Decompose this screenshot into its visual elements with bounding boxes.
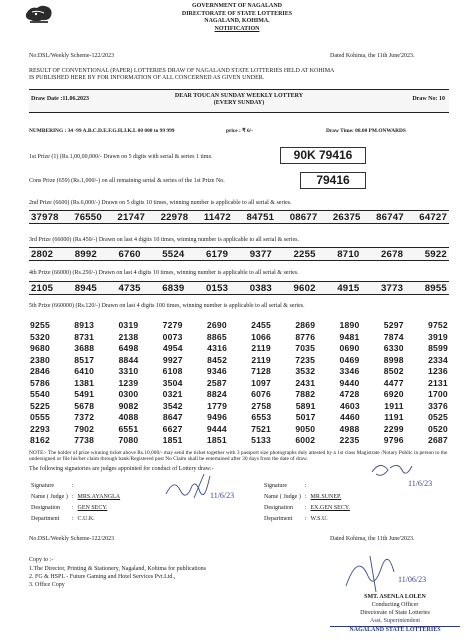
- judge-1-designation: GEN SECY.: [77, 504, 108, 511]
- designation-label: Designation: [264, 504, 293, 511]
- fifth-prize-number: 2846: [30, 366, 50, 376]
- fifth-prize-number: 5678: [74, 400, 95, 411]
- reference-number: No.DSL/Weekly Scheme-122/2023: [29, 53, 115, 59]
- fifth-prize-number: 3376: [428, 400, 448, 411]
- fifth-prize-number: 8599: [428, 343, 448, 353]
- draw-number: Draw No: 10: [412, 96, 445, 102]
- name-label: Name ( Judge ): [31, 493, 68, 500]
- footer-reference: No.DSL/Weekly Scheme-122/2023: [29, 536, 115, 542]
- fifth-prize-number: 2138: [118, 331, 139, 342]
- government-title: GOVERNMENT OF NAGALAND: [191, 3, 282, 9]
- fifth-prize-number: 4088: [118, 412, 139, 422]
- judge-2-name: MR.SUNEP.: [310, 493, 342, 500]
- fifth-prize-number: 3310: [118, 366, 139, 376]
- fifth-prize-number: 6627: [162, 423, 183, 434]
- fifth-prize-row: [30, 355, 448, 365]
- fourth-prize-label: 4th Prize (66000) (Rs.250/-) Drawn on last 4 digits 10 times, winning number is applicable to all serial & series.: [29, 270, 299, 276]
- fifth-prize-number: 6002: [295, 435, 316, 445]
- fifth-prize-number: 7521: [251, 423, 272, 434]
- fourth-prize-number: 2105: [31, 283, 54, 294]
- fifth-prize-number: 1700: [427, 389, 448, 399]
- fifth-prize-number: 9082: [118, 400, 139, 411]
- fourth-prize-number: 4735: [118, 283, 141, 294]
- consolation-prize-number: 79416: [300, 172, 366, 189]
- fifth-prize-number: 2690: [206, 320, 227, 330]
- fifth-prize-number: 3504: [162, 377, 183, 388]
- fifth-prize-number: 2235: [339, 435, 360, 445]
- fourth-prize-number: 0153: [206, 283, 229, 294]
- fifth-prize-number: 4728: [339, 389, 360, 399]
- fifth-prize-number: 5891: [295, 400, 316, 411]
- fifth-prize-number: 0300: [118, 389, 139, 399]
- fourth-prize-number: 8955: [424, 283, 447, 294]
- first-prize-number: 90K 79416: [280, 147, 366, 164]
- fifth-prize-row: [30, 320, 448, 330]
- judge-1-department: C.U.K.: [77, 515, 95, 522]
- judge-2-department: W.S.U.: [310, 515, 328, 522]
- judge-2-signature-date: 11/6/23: [408, 479, 433, 488]
- third-prize-number: 8710: [337, 249, 360, 260]
- fifth-prize-number: 1851: [162, 435, 183, 445]
- fifth-prize-number: 6551: [118, 423, 139, 434]
- judge-2-designation: EX.GEN SECY.: [310, 504, 350, 511]
- third-prize-number: 9377: [249, 249, 272, 260]
- fifth-prize-number: 7738: [74, 435, 95, 445]
- fifth-prize-number: 5297: [383, 320, 404, 330]
- judges-intro: The following signatories are judges appointed for conduct of Lottery draw:-: [29, 466, 214, 472]
- second-prize-number: 22978: [160, 212, 189, 223]
- fifth-prize-number: 3346: [339, 366, 360, 376]
- fifth-prize-number: 6498: [118, 343, 139, 353]
- fifth-prize-number: 8502: [383, 366, 404, 376]
- fifth-prize-number: 8517: [74, 354, 95, 365]
- second-prize-number: 11472: [203, 212, 231, 223]
- fifth-prize-number: 4477: [383, 377, 404, 388]
- fifth-prize-row: [30, 332, 448, 342]
- judge-1-signature: [76, 480, 150, 491]
- fifth-prize-number: 3532: [295, 366, 316, 376]
- draw-time: Draw Time: 08.00 PM.ONWARDS: [326, 128, 406, 134]
- header-block: [0, 3, 474, 33]
- second-prize-number: 76550: [74, 212, 102, 223]
- fifth-prize-number: 2299: [383, 423, 404, 434]
- fifth-prize-number: 1890: [339, 320, 360, 330]
- fifth-prize-number: 0690: [339, 343, 360, 353]
- fifth-prize-number: 9496: [207, 412, 228, 422]
- fifth-prize-number: 1779: [207, 400, 228, 411]
- fifth-prize-number: 0525: [428, 412, 448, 422]
- intro-line-2: IS PUBLISHED HERE BY FOR INFORMATION OF ALL CONCERNED AS GIVEN UNDER.: [29, 75, 265, 81]
- fifth-prize-row: [30, 401, 448, 411]
- third-prize-label: 3rd Prize (66000) (Rs.450/-) Drawn on last 4 digits 10 times, winning number is applicable to all serial & series.: [29, 237, 299, 243]
- fifth-prize-number: 2119: [251, 354, 271, 365]
- fifth-prize-number: 6076: [251, 389, 272, 399]
- fifth-prize-number: 8162: [30, 435, 50, 445]
- officer-signature-scribble: [340, 546, 450, 596]
- fifth-prize-number: 6553: [251, 412, 272, 422]
- third-prize-number: 8992: [74, 249, 97, 260]
- fifth-prize-number: 9796: [383, 435, 404, 445]
- fifth-prize-number: 1911: [384, 400, 404, 411]
- fifth-prize-number: 3919: [427, 331, 448, 342]
- fourth-prize-numbers: [29, 281, 449, 295]
- fifth-prize-number: 5225: [30, 400, 50, 411]
- fifth-prize-number: 8452: [207, 354, 228, 365]
- fifth-prize-row: [30, 424, 448, 434]
- fifth-prize-number: 6330: [383, 343, 404, 353]
- fourth-prize-number: 9602: [293, 283, 316, 294]
- copy-item: 1.The Director, Printing & Stationery, Nagaland, Kohima for publications: [29, 566, 206, 572]
- fifth-prize-number: 0469: [339, 354, 360, 365]
- fifth-prize-row: [30, 435, 448, 445]
- fifth-prize-number: 0319: [118, 320, 139, 330]
- fifth-prize-number: 1191: [384, 412, 404, 422]
- judge-1-block: Signature : Name ( Judge ) : MRS.AYANGLA Designation : GEN SECY. Department : C.U.K.: [29, 480, 150, 524]
- fifth-prize-number: 9346: [206, 366, 227, 376]
- third-prize-number: 2678: [381, 249, 404, 260]
- fourth-prize-number: 0383: [249, 283, 272, 294]
- fifth-prize-number: 1381: [74, 377, 95, 388]
- fifth-prize-number: 9927: [162, 354, 183, 365]
- fifth-prize-number: 8824: [206, 389, 227, 399]
- first-prize-label: 1st Prize (1) (Rs.1,00,00,000/- Drawn on 5 digits with serial & series 1 time.: [29, 154, 213, 160]
- fifth-prize-number: 9481: [339, 331, 360, 342]
- judge-2-signature-scribble: [368, 458, 448, 492]
- fifth-prize-number: 2334: [428, 354, 448, 365]
- third-prize-number: 5524: [162, 249, 185, 260]
- signature-label: Signature: [264, 482, 287, 489]
- lottery-subtitle: (EVERY SUNDAY): [213, 100, 265, 106]
- judge-1-signature-date: 11/6/23: [210, 491, 235, 500]
- stamp-line-1: Asst. Superintendent: [370, 618, 420, 624]
- fifth-prize-number: 8865: [206, 331, 227, 342]
- fifth-prize-number: 7372: [74, 412, 95, 422]
- copy-item: 3. Office Copy: [29, 582, 65, 588]
- fifth-prize-number: 5786: [30, 377, 50, 388]
- fifth-prize-number: 8731: [74, 331, 95, 342]
- fifth-prize-number: 3688: [74, 343, 95, 353]
- fifth-prize-number: 7235: [295, 354, 316, 365]
- fifth-prize-number: 8776: [295, 331, 316, 342]
- fifth-prize-number: 2293: [30, 423, 50, 434]
- fifth-prize-number: 0555: [30, 412, 50, 422]
- designation-label: Designation: [31, 504, 60, 511]
- judge-2-block: Signature : Name ( Judge ) : MR.SUNEP. Designation : EX.GEN SECY. Department : W.S.U.: [262, 480, 383, 524]
- stamp-line-2: NAGALAND STATE LOTTERIES: [330, 626, 460, 634]
- fifth-prize-number: 6410: [74, 366, 95, 376]
- fifth-prize-number: 1066: [251, 331, 272, 342]
- fifth-prize-number: 7882: [295, 389, 316, 399]
- directorate-title: DIRECTORATE OF STATE LOTTERIES: [181, 10, 293, 17]
- fifth-prize-number: 2119: [251, 343, 271, 353]
- judge-1-name: MRS.AYANGLA: [77, 493, 121, 500]
- fifth-prize-number: 9440: [339, 377, 360, 388]
- third-prize-number: 2255: [293, 249, 316, 260]
- fifth-prize-number: 2431: [295, 377, 316, 388]
- fifth-prize-number: 4316: [207, 343, 228, 353]
- fifth-prize-number: 9050: [295, 423, 316, 434]
- fourth-prize-number: 8945: [74, 283, 97, 294]
- fifth-prize-number: 2758: [251, 400, 272, 411]
- second-prize-number: 21747: [117, 212, 146, 223]
- fifth-prize-number: 1239: [118, 377, 139, 388]
- fifth-prize-number: 4954: [162, 343, 183, 353]
- fifth-prize-row: [30, 412, 448, 422]
- fifth-prize-number: 5540: [30, 389, 50, 399]
- second-prize-number: 86747: [376, 212, 404, 223]
- fifth-prize-number: 8844: [118, 354, 139, 365]
- officer-org: Directorate of State Lotteries: [360, 610, 430, 616]
- third-prize-number: 5922: [424, 249, 447, 260]
- draw-date: Draw Date :11.06.2023: [31, 96, 89, 102]
- fifth-prize-number: 7128: [251, 366, 272, 376]
- second-prize-number: 37978: [31, 212, 59, 223]
- fifth-prize-number: 5491: [74, 389, 95, 399]
- fifth-prize-number: 9444: [206, 423, 227, 434]
- intro-line-1: RESULT OF CONVENTIONAL (PAPER) LOTTERIES DRAW OF NAGALAND STATE LOTTERIES HELD AT KOHIMA: [29, 68, 335, 74]
- fifth-prize-number: 7080: [118, 435, 139, 445]
- fifth-prize-row: [30, 366, 448, 376]
- fifth-prize-number: 7035: [295, 343, 316, 353]
- fifth-prize-number: 8913: [74, 320, 95, 330]
- fifth-prize-number: 0520: [427, 423, 448, 434]
- fifth-prize-number: 1097: [251, 377, 272, 388]
- numbering-info: NUMBERING : 34 -99 A.B.C.D.E.F.G.H.J.K.L 00 000 to 99 999: [29, 128, 175, 134]
- second-prize-number: 08677: [289, 212, 318, 223]
- fifth-prize-number: 2869: [295, 320, 316, 330]
- ticket-price: price : ₹ 6/-: [226, 128, 253, 134]
- fifth-prize-number: 5320: [30, 331, 50, 342]
- officer-signature-date: 11/06/23: [398, 575, 427, 584]
- fifth-prize-number: 0321: [162, 389, 183, 399]
- notification-title: NOTIFICATION: [214, 25, 260, 32]
- third-prize-number: 2802: [31, 249, 54, 260]
- fifth-prize-number: 1236: [427, 366, 448, 376]
- copy-item: 2. FG & HSPL - Future Gaming and Hotel Services Pvt.Ltd.,: [29, 574, 176, 580]
- department-label: Department: [264, 515, 293, 522]
- fifth-prize-number: 1851: [206, 435, 227, 445]
- consolation-prize-label: Cons Prize (659) (Rs.1,000/-) on all remaining serial & series of the 1st Prize No.: [29, 178, 225, 184]
- second-prize-label: 2nd Prize (6600) (Rs.6,000/-) Drawn on 5 digits 10 times, winning number is applicable to all serial & series.: [29, 200, 292, 206]
- fifth-prize-number: 2380: [30, 354, 50, 365]
- fifth-prize-number: 7902: [74, 423, 95, 434]
- lottery-name: DEAR TOUCAN SUNDAY WEEKLY LOTTERY: [174, 93, 304, 99]
- fifth-prize-row: [30, 378, 448, 388]
- fifth-prize-number: 4460: [339, 412, 360, 422]
- second-prize-number: 84751: [246, 212, 275, 223]
- judge-1-signature-scribble: [164, 470, 244, 504]
- name-label: Name ( Judge ): [264, 493, 301, 500]
- second-prize-number: 26375: [332, 212, 361, 223]
- third-prize-number: 6179: [206, 249, 229, 260]
- fifth-prize-number: 7279: [162, 320, 183, 330]
- footer-dated: Dated Kohima, the 11th June'2023.: [330, 536, 415, 542]
- fifth-prize-row: [30, 343, 448, 353]
- draw-info-bar: [29, 89, 449, 113]
- fifth-prize-number: 2687: [427, 435, 448, 445]
- fifth-prize-number: 0073: [162, 331, 183, 342]
- fifth-prize-number: 3542: [162, 400, 183, 411]
- fifth-prize-number: 9752: [427, 320, 448, 330]
- department-label: Department: [31, 515, 60, 522]
- officer-name: SMT. ASENLA LOLEN: [364, 594, 426, 600]
- fifth-prize-number: 2455: [251, 320, 272, 330]
- fifth-prize-row: [30, 389, 448, 399]
- fifth-prize-label: 5th Prize (660000) (Rs.120/-) Drawn on last 4 digits 100 times, winning number is applicable to all serial & series.: [29, 303, 305, 309]
- third-prize-number: 6760: [118, 249, 141, 260]
- third-prize-numbers: [29, 247, 449, 261]
- place-title: NAGALAND, KOHIMA.: [204, 18, 270, 24]
- fifth-prize-number: 4603: [339, 400, 360, 411]
- fifth-prize-number: 2587: [206, 377, 227, 388]
- fifth-prize-number: 2131: [427, 377, 448, 388]
- dated-line: Dated Kohima, the 11th June'2023.: [330, 53, 415, 59]
- copy-to-label: Copy to :-: [29, 557, 54, 563]
- officer-title: Conducting Officer: [371, 602, 419, 608]
- claim-note: NOTE:- The holder of prize winning ticket above Rs.10,000/- may send the ticket together with 3 passport size photographs duly attested by a 1st class Magistrate /Notary Public in person to the undersigned or file his/her claim through bank/Registered post No Claim shall be entertained after 30 days from the date of draw.: [29, 450, 448, 463]
- signature-label: Signature: [31, 482, 54, 489]
- fifth-prize-number: 5017: [295, 412, 316, 422]
- second-prize-numbers: [29, 210, 449, 224]
- fifth-prize-number: 8647: [162, 412, 183, 422]
- fourth-prize-number: 6839: [162, 283, 185, 294]
- fifth-prize-number: 6108: [162, 366, 183, 376]
- fifth-prize-number: 8998: [383, 354, 404, 365]
- fifth-prize-number: 7874: [383, 331, 404, 342]
- fifth-prize-number: 9255: [30, 320, 50, 330]
- fifth-prize-number: 6920: [383, 389, 404, 399]
- fifth-prize-number: 9680: [30, 343, 50, 353]
- fourth-prize-number: 4915: [337, 283, 360, 294]
- fifth-prize-number: 5133: [251, 435, 272, 445]
- second-prize-number: 64727: [419, 212, 447, 223]
- fifth-prize-number: 4988: [339, 423, 360, 434]
- fourth-prize-number: 3773: [381, 283, 404, 294]
